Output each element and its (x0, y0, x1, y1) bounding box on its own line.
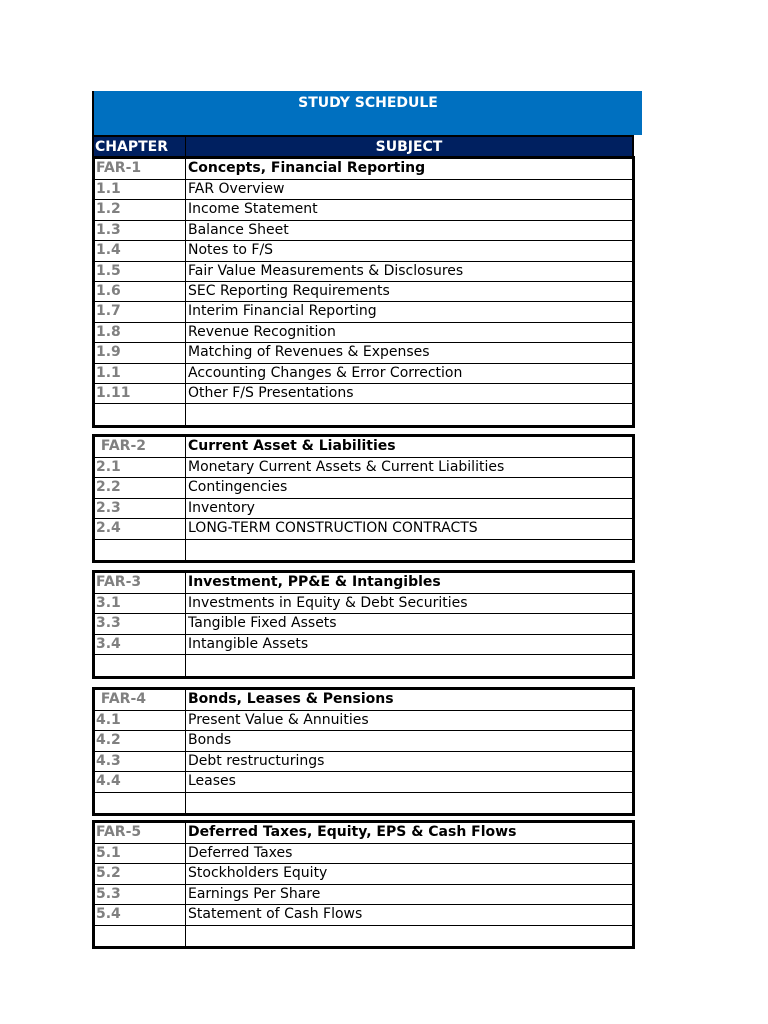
table-row (95, 844, 632, 864)
table-row (95, 364, 632, 384)
chapter-code: FAR-4 (95, 690, 186, 710)
topic-code: 1.5 (95, 262, 186, 281)
chapter-section-far-3 (92, 570, 635, 679)
topic-code (95, 655, 186, 675)
table-row (95, 594, 632, 614)
table-row (95, 302, 632, 322)
section-header-row (95, 159, 632, 180)
topic-subject: Contingencies (188, 479, 288, 496)
topic-code: 2.4 (95, 519, 186, 538)
topic-code: 1.1 (95, 364, 186, 383)
chapter-section-far-5 (92, 820, 635, 949)
table-row (95, 772, 632, 792)
table-row (95, 711, 632, 731)
topic-subject: Matching of Revenues & Expenses (188, 344, 430, 361)
section-header-row (95, 573, 632, 594)
topic-subject: FAR Overview (188, 181, 285, 197)
table-row-empty (95, 926, 632, 946)
table-row (95, 282, 632, 302)
column-header-row (92, 135, 634, 157)
table-row (95, 905, 632, 925)
topic-code: 5.3 (95, 885, 186, 904)
topic-code: 1.3 (95, 221, 186, 240)
topic-code: 4.1 (95, 711, 186, 730)
topic-code: 1.4 (95, 241, 186, 260)
table-row (95, 323, 632, 343)
section-header-row (95, 690, 632, 711)
topic-subject: Earnings Per Share (188, 885, 321, 902)
topic-code: 1.7 (95, 302, 186, 321)
topic-subject: Income Statement (188, 201, 318, 218)
chapter-section-far-4 (92, 687, 635, 816)
chapter-code: FAR-5 (95, 823, 186, 843)
topic-subject: Accounting Changes & Error Correction (188, 364, 463, 381)
table-row (95, 241, 632, 261)
topic-code: 4.3 (95, 752, 186, 771)
chapter-subject: Deferred Taxes, Equity, EPS & Cash Flows (188, 824, 517, 840)
table-row (95, 635, 632, 655)
topic-subject: Revenue Recognition (188, 323, 336, 340)
topic-subject: Monetary Current Assets & Current Liabilities (188, 459, 505, 475)
subject-column-header: SUBJECT (375, 139, 443, 155)
table-row (95, 343, 632, 363)
topic-subject: LONG-TERM CONSTRUCTION CONTRACTS (188, 520, 478, 537)
topic-subject: SEC Reporting Requirements (188, 282, 390, 299)
table-row (95, 731, 632, 751)
topic-subject: Statement of Cash Flows (188, 906, 363, 923)
topic-code: 3.4 (95, 635, 186, 654)
title-banner (92, 91, 642, 135)
topic-code: 3.1 (95, 594, 186, 613)
topic-subject (186, 926, 632, 946)
chapter-subject: Bonds, Leases & Pensions (188, 691, 394, 707)
topic-code (95, 926, 186, 946)
section-header-row (95, 823, 632, 844)
topic-code: 1.11 (95, 384, 186, 403)
table-row (95, 384, 632, 404)
topic-subject: Balance Sheet (188, 221, 289, 238)
topic-code: 5.4 (95, 905, 186, 924)
chapter-section-far-1 (92, 156, 635, 428)
topic-subject: Notes to F/S (188, 242, 274, 259)
topic-subject: Intangible Assets (188, 635, 309, 652)
topic-code (95, 540, 186, 560)
topic-code: 2.2 (95, 478, 186, 497)
topic-code: 2.3 (95, 499, 186, 518)
chapter-subject: Investment, PP&E & Intangibles (188, 574, 441, 590)
topic-code: 1.6 (95, 282, 186, 301)
topic-code: 1.1 (95, 180, 186, 199)
chapter-subject: Current Asset & Liabilities (188, 438, 396, 454)
topic-subject: Investments in Equity & Debt Securities (188, 595, 468, 611)
table-row (95, 519, 632, 539)
topic-subject: Bonds (188, 732, 232, 749)
topic-subject: Stockholders Equity (188, 865, 328, 882)
table-row-empty (95, 655, 632, 675)
topic-subject: Debt restructurings (188, 752, 325, 769)
topic-subject (186, 540, 632, 560)
chapter-code: FAR-3 (95, 573, 186, 593)
topic-code: 4.4 (95, 772, 186, 791)
table-row (95, 221, 632, 241)
table-row (95, 458, 632, 478)
table-row-empty (95, 793, 632, 813)
table-row (95, 614, 632, 634)
page-title: STUDY SCHEDULE (298, 95, 438, 111)
table-row (95, 499, 632, 519)
topic-code: 1.8 (95, 323, 186, 342)
topic-subject: Present Value & Annuities (188, 712, 369, 728)
topic-code: 5.1 (95, 844, 186, 863)
chapter-subject: Concepts, Financial Reporting (188, 160, 426, 176)
section-header-row (95, 437, 632, 458)
topic-code: 2.1 (95, 458, 186, 477)
table-row (95, 864, 632, 884)
topic-subject: Fair Value Measurements & Disclosures (188, 262, 464, 279)
topic-code: 1.9 (95, 343, 186, 362)
chapter-section-far-2 (92, 434, 635, 563)
topic-subject: Interim Financial Reporting (188, 303, 377, 320)
topic-subject: Inventory (188, 499, 255, 516)
topic-subject: Tangible Fixed Assets (188, 615, 337, 632)
table-row (95, 752, 632, 772)
chapter-code: FAR-2 (95, 437, 186, 457)
topic-subject: Other F/S Presentations (188, 384, 354, 401)
topic-subject: Deferred Taxes (188, 845, 293, 861)
topic-code: 5.2 (95, 864, 186, 883)
table-row (95, 262, 632, 282)
topic-code (95, 793, 186, 813)
topic-code: 4.2 (95, 731, 186, 750)
table-row (95, 180, 632, 200)
topic-code: 1.2 (95, 200, 186, 219)
topic-subject (186, 404, 632, 424)
table-row (95, 885, 632, 905)
chapter-column-header: CHAPTER (94, 137, 186, 157)
topic-code (95, 404, 186, 424)
topic-code: 3.3 (95, 614, 186, 633)
topic-subject: Leases (188, 773, 236, 790)
chapter-code: FAR-1 (95, 159, 186, 179)
topic-subject (186, 655, 632, 675)
table-row (95, 478, 632, 498)
topic-subject (186, 793, 632, 813)
table-row-empty (95, 404, 632, 424)
table-row-empty (95, 540, 632, 560)
table-row (95, 200, 632, 220)
